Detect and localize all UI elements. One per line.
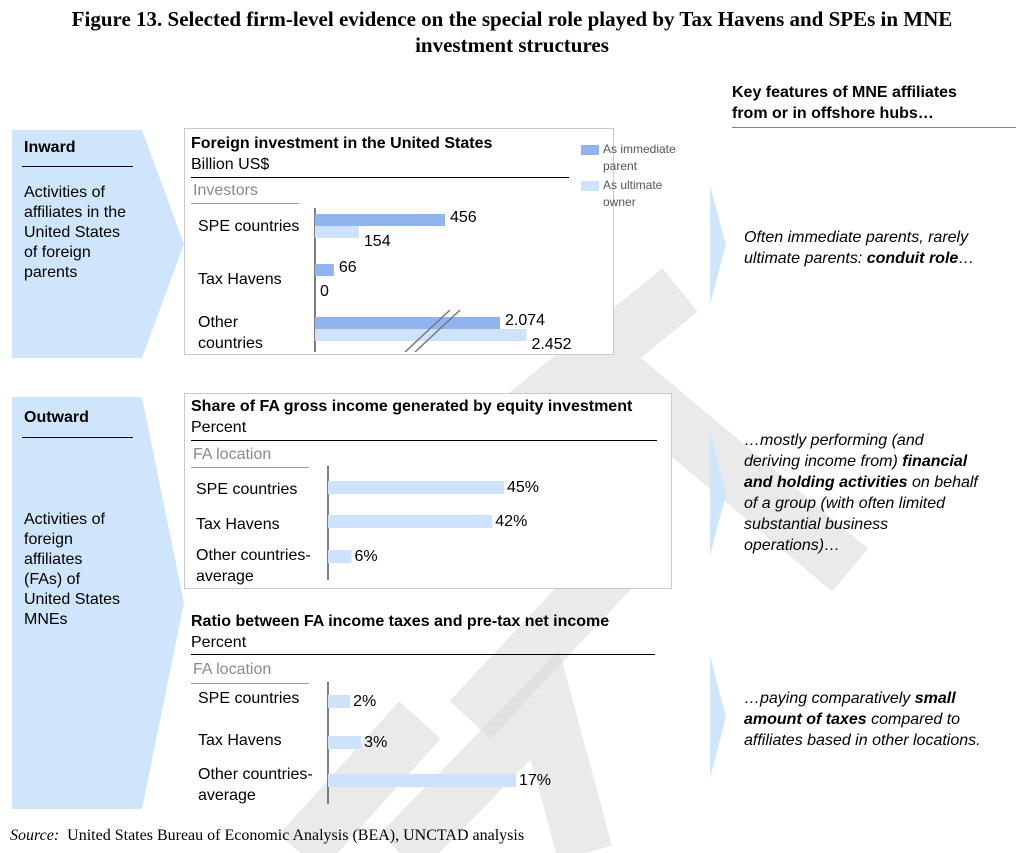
- chart2-category-spe: SPE countries: [196, 481, 298, 498]
- chart3-plot: [320, 682, 660, 808]
- chart2-value-label-0: 45%: [507, 479, 540, 497]
- feature-arrow-1: [708, 186, 728, 304]
- chart2-bar-0: [328, 481, 504, 494]
- chart2-bar-2: [328, 550, 351, 563]
- figure-title-line2: investment structures: [415, 33, 609, 57]
- chart1-bar-ultimate-0: [315, 226, 359, 238]
- feature-conduit-role: Often immediate parents, rarely ultimate parents: conduit role…: [744, 229, 975, 267]
- chart2-category-header: FA location: [193, 446, 272, 463]
- feature-small-taxes: …paying comparatively small amount of taxes compared to affiliates based in other locations.: [744, 690, 981, 749]
- legend-ultimate-label: As ultimate owner: [603, 178, 663, 209]
- chart1-value-label-ultimate-0: 154: [363, 233, 391, 251]
- chart1-category-other: Other countries: [198, 314, 263, 352]
- source-label: Source:: [10, 827, 60, 844]
- source-note: [10, 827, 524, 845]
- chart3-category-spe: SPE countries: [198, 690, 300, 707]
- chart3-bar-2: [328, 774, 516, 787]
- legend-immediate-label: As immediate parent: [603, 142, 676, 173]
- chart3-value-label-1: 3%: [364, 734, 388, 752]
- chart2-header-rule: [191, 467, 309, 468]
- chart2-value-label-1: 42%: [495, 513, 528, 531]
- source-text: United States Bureau of Economic Analysis (BEA), UNCTAD analysis: [67, 827, 525, 844]
- chart1-title: Foreign investment in the United States: [191, 135, 493, 152]
- chart3-value-label-2: 17%: [519, 772, 552, 790]
- chart3-value-label-0: 2%: [353, 693, 377, 711]
- inward-description: Activities of affiliates in the United States of foreign parents: [24, 184, 126, 281]
- chart2-category-tax-havens: Tax Havens: [196, 516, 280, 533]
- chart3-title-rule: [191, 654, 655, 655]
- chart3-title: Ratio between FA income taxes and pre-tax net income: [191, 613, 610, 630]
- inward-rule: [22, 166, 133, 167]
- chart1-value-label-ultimate-1: 0: [320, 283, 329, 301]
- chart1-category-header: Investors: [193, 182, 258, 199]
- chart1-header-rule: [191, 203, 299, 204]
- key-features-header: [732, 82, 957, 124]
- chart2-plot: [320, 466, 660, 586]
- outward-description: Activities of foreign affiliates (FAs) of United States MNEs: [24, 511, 121, 628]
- chart3-category-header: FA location: [193, 661, 272, 678]
- chart2-value-label-2: 6%: [354, 548, 378, 566]
- key-features-header-line2: from or in offshore hubs…: [732, 105, 934, 122]
- inward-label: Inward: [24, 139, 76, 156]
- chart1-value-label-immediate-1: 66: [338, 259, 357, 277]
- chart1-bar-immediate-1: [315, 264, 334, 276]
- figure-title-line1: Figure 13. Selected firm-level evidence on the special role played by Tax Havens and SPEs in MNE: [71, 7, 953, 31]
- legend-ultimate-swatch: [581, 181, 599, 191]
- key-features-header-line1: Key features of MNE affiliates: [732, 84, 957, 101]
- outward-label: Outward: [24, 409, 89, 426]
- feature-arrow-3: [708, 656, 728, 778]
- outward-rule: [22, 437, 133, 438]
- chart1-category-spe: SPE countries: [198, 218, 300, 235]
- chart1-plot: [300, 200, 600, 352]
- chart2-bar-1: [328, 515, 492, 528]
- chart1-value-label-immediate-0: 456: [450, 209, 477, 227]
- key-features-rule: [732, 127, 1016, 128]
- chart2-category-other: Other countries-average: [196, 547, 311, 585]
- chart3-subtitle: Percent: [191, 634, 247, 651]
- chart2-title-rule: [191, 440, 657, 441]
- chart3-header-rule: [191, 683, 309, 684]
- chart1-value-label-immediate-2: 2.074: [505, 312, 546, 330]
- chart1-value-label-ultimate-2: 2.452: [531, 336, 572, 352]
- chart2-subtitle: Percent: [191, 419, 247, 436]
- chart3-bar-1: [328, 736, 361, 749]
- chart3-category-other: Other countries-average: [198, 766, 313, 804]
- chart1-subtitle: Billion US$: [191, 156, 270, 173]
- feature-arrow-2: [708, 432, 728, 556]
- legend-immediate-swatch: [581, 145, 599, 155]
- feature-financial-activities: …mostly performing (and deriving income from) financial and holding activities on behalf of a group (with often limited substantial business operations)…: [744, 432, 978, 554]
- chart1-bar-ultimate-2: [315, 329, 526, 341]
- chart3-category-tax-havens: Tax Havens: [198, 732, 282, 749]
- chart3-bar-0: [328, 695, 350, 708]
- chart1-bar-immediate-2: [315, 317, 500, 329]
- figure-title: [0, 6, 1024, 58]
- chart1-bar-immediate-0: [315, 214, 445, 226]
- chart1-category-tax-havens: Tax Havens: [198, 271, 282, 288]
- chart2-title: Share of FA gross income generated by equity investment: [191, 398, 633, 415]
- chart1-title-rule: [191, 177, 569, 178]
